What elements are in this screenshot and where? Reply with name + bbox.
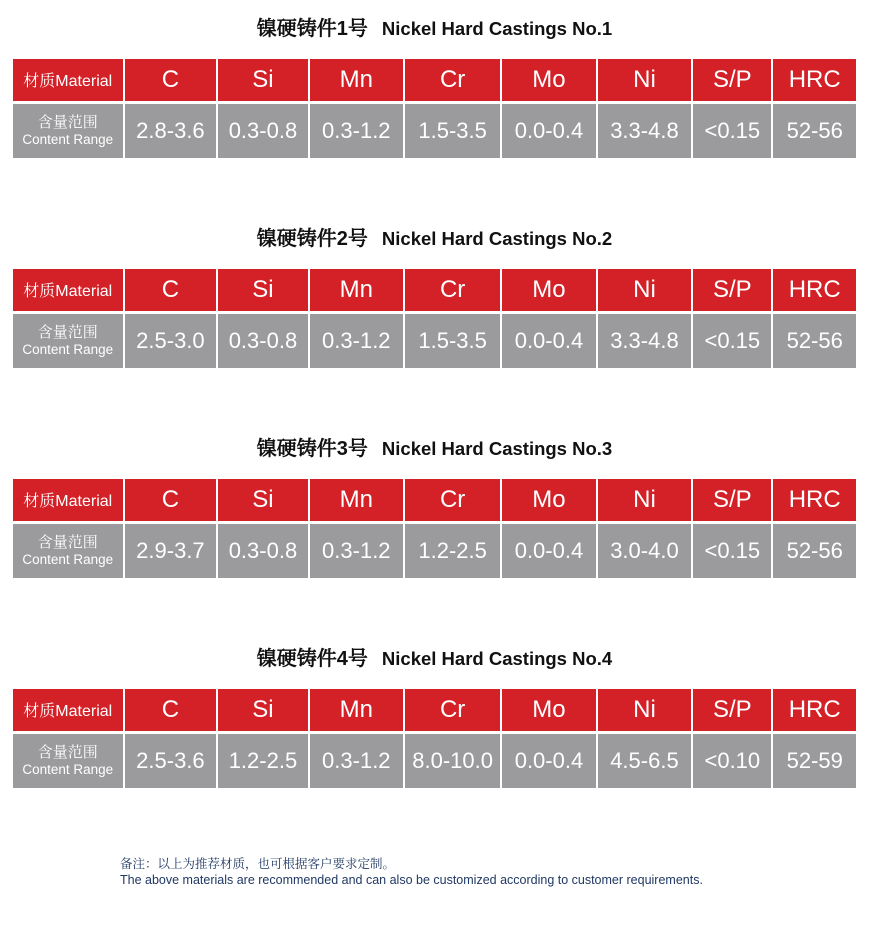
- row-label-zh: 含量范围: [37, 323, 98, 341]
- table-title-en: Nickel Hard Castings No.4: [381, 648, 613, 669]
- column-header-hrc: HRC: [772, 268, 857, 312]
- spec-section-2: [11, 226, 858, 370]
- column-header-hrc: HRC: [772, 58, 857, 102]
- column-header-c: C: [124, 58, 218, 102]
- table-title-en: Nickel Hard Castings No.3: [381, 438, 613, 459]
- spec-section-1: [11, 0, 858, 160]
- column-header-ni: Ni: [597, 688, 692, 732]
- spec-table-1: [11, 57, 858, 160]
- table-title-en: Nickel Hard Castings No.1: [381, 18, 613, 39]
- value-cell-mn: 0.3-1.2: [309, 312, 404, 369]
- data-row: [12, 732, 857, 789]
- column-header-material: 材质Material: [12, 478, 124, 522]
- header-row: [12, 58, 857, 102]
- row-label: [12, 732, 124, 789]
- table-title-en: Nickel Hard Castings No.2: [381, 228, 613, 249]
- column-header-sp: S/P: [692, 478, 772, 522]
- column-header-sp: S/P: [692, 268, 772, 312]
- value-cell-ni: 3.0-4.0: [597, 522, 692, 579]
- value-cell-cr: 1.5-3.5: [404, 312, 501, 369]
- column-header-mo: Mo: [501, 478, 596, 522]
- value-cell-ni: 3.3-4.8: [597, 312, 692, 369]
- table-title-2: [11, 226, 858, 252]
- row-label-zh: 含量范围: [37, 113, 98, 131]
- column-header-si: Si: [217, 58, 308, 102]
- value-cell-hrc: 52-56: [772, 522, 857, 579]
- value-cell-c: 2.5-3.0: [124, 312, 218, 369]
- value-cell-si: 0.3-0.8: [217, 522, 308, 579]
- column-header-c: C: [124, 478, 218, 522]
- row-label-en: Content Range: [22, 761, 114, 777]
- value-cell-ni: 3.3-4.8: [597, 102, 692, 159]
- table-title-zh: 镍硬铸件1号: [256, 18, 368, 40]
- value-cell-cr: 1.5-3.5: [404, 102, 501, 159]
- row-label: [12, 312, 124, 369]
- table-title-4: [11, 646, 858, 672]
- table-title-3: [11, 436, 858, 462]
- column-header-mn: Mn: [309, 688, 404, 732]
- column-header-c: C: [124, 268, 218, 312]
- value-cell-mo: 0.0-0.4: [501, 312, 596, 369]
- value-cell-mo: 0.0-0.4: [501, 522, 596, 579]
- data-row: [12, 312, 857, 369]
- value-cell-sp: <0.15: [692, 312, 772, 369]
- spec-table-3: [11, 477, 858, 580]
- value-cell-sp: <0.15: [692, 102, 772, 159]
- header-row: [12, 688, 857, 732]
- row-label-zh: 含量范围: [37, 743, 98, 761]
- value-cell-c: 2.9-3.7: [124, 522, 218, 579]
- spec-section-4: [11, 646, 858, 790]
- column-header-si: Si: [217, 478, 308, 522]
- value-cell-si: 0.3-0.8: [217, 102, 308, 159]
- value-cell-hrc: 52-56: [772, 102, 857, 159]
- note-line-en: The above materials are recommended and can also be customized according to customer requirements.: [120, 873, 703, 888]
- data-row: [12, 102, 857, 159]
- value-cell-ni: 4.5-6.5: [597, 732, 692, 789]
- value-cell-sp: <0.10: [692, 732, 772, 789]
- column-header-mn: Mn: [309, 478, 404, 522]
- column-header-sp: S/P: [692, 688, 772, 732]
- column-header-mn: Mn: [309, 58, 404, 102]
- value-cell-c: 2.8-3.6: [124, 102, 218, 159]
- column-header-mn: Mn: [309, 268, 404, 312]
- value-cell-mo: 0.0-0.4: [501, 102, 596, 159]
- header-row: [12, 268, 857, 312]
- value-cell-mn: 0.3-1.2: [309, 102, 404, 159]
- column-header-si: Si: [217, 268, 308, 312]
- column-header-ni: Ni: [597, 478, 692, 522]
- note-line-zh: 备注：以上为推荐材质，也可根据客户要求定制。: [120, 857, 396, 871]
- column-header-si: Si: [217, 688, 308, 732]
- row-label: [12, 522, 124, 579]
- column-header-mo: Mo: [501, 688, 596, 732]
- value-cell-hrc: 52-59: [772, 732, 857, 789]
- row-label-en: Content Range: [22, 551, 114, 567]
- column-header-material: 材质Material: [12, 268, 124, 312]
- row-label-en: Content Range: [22, 341, 114, 357]
- column-header-cr: Cr: [404, 688, 501, 732]
- column-header-cr: Cr: [404, 268, 501, 312]
- value-cell-mn: 0.3-1.2: [309, 732, 404, 789]
- value-cell-si: 0.3-0.8: [217, 312, 308, 369]
- column-header-material: 材质Material: [12, 58, 124, 102]
- column-header-cr: Cr: [404, 58, 501, 102]
- value-cell-sp: <0.15: [692, 522, 772, 579]
- value-cell-mo: 0.0-0.4: [501, 732, 596, 789]
- column-header-ni: Ni: [597, 268, 692, 312]
- value-cell-mn: 0.3-1.2: [309, 522, 404, 579]
- column-header-sp: S/P: [692, 58, 772, 102]
- row-label-en: Content Range: [22, 131, 114, 147]
- remark-note: [120, 856, 869, 889]
- column-header-cr: Cr: [404, 478, 501, 522]
- table-title-zh: 镍硬铸件3号: [256, 438, 368, 460]
- column-header-hrc: HRC: [772, 478, 857, 522]
- table-title-1: [11, 16, 858, 42]
- value-cell-c: 2.5-3.6: [124, 732, 218, 789]
- column-header-ni: Ni: [597, 58, 692, 102]
- header-row: [12, 478, 857, 522]
- row-label-zh: 含量范围: [37, 533, 98, 551]
- table-title-zh: 镍硬铸件2号: [256, 228, 368, 250]
- column-header-mo: Mo: [501, 58, 596, 102]
- column-header-c: C: [124, 688, 218, 732]
- column-header-mo: Mo: [501, 268, 596, 312]
- spec-table-2: [11, 267, 858, 370]
- column-header-material: 材质Material: [12, 688, 124, 732]
- spec-section-3: [11, 436, 858, 580]
- table-title-zh: 镍硬铸件4号: [256, 648, 368, 670]
- value-cell-cr: 1.2-2.5: [404, 522, 501, 579]
- row-label: [12, 102, 124, 159]
- data-row: [12, 522, 857, 579]
- value-cell-hrc: 52-56: [772, 312, 857, 369]
- value-cell-si: 1.2-2.5: [217, 732, 308, 789]
- spec-table-4: [11, 687, 858, 790]
- value-cell-cr: 8.0-10.0: [404, 732, 501, 789]
- column-header-hrc: HRC: [772, 688, 857, 732]
